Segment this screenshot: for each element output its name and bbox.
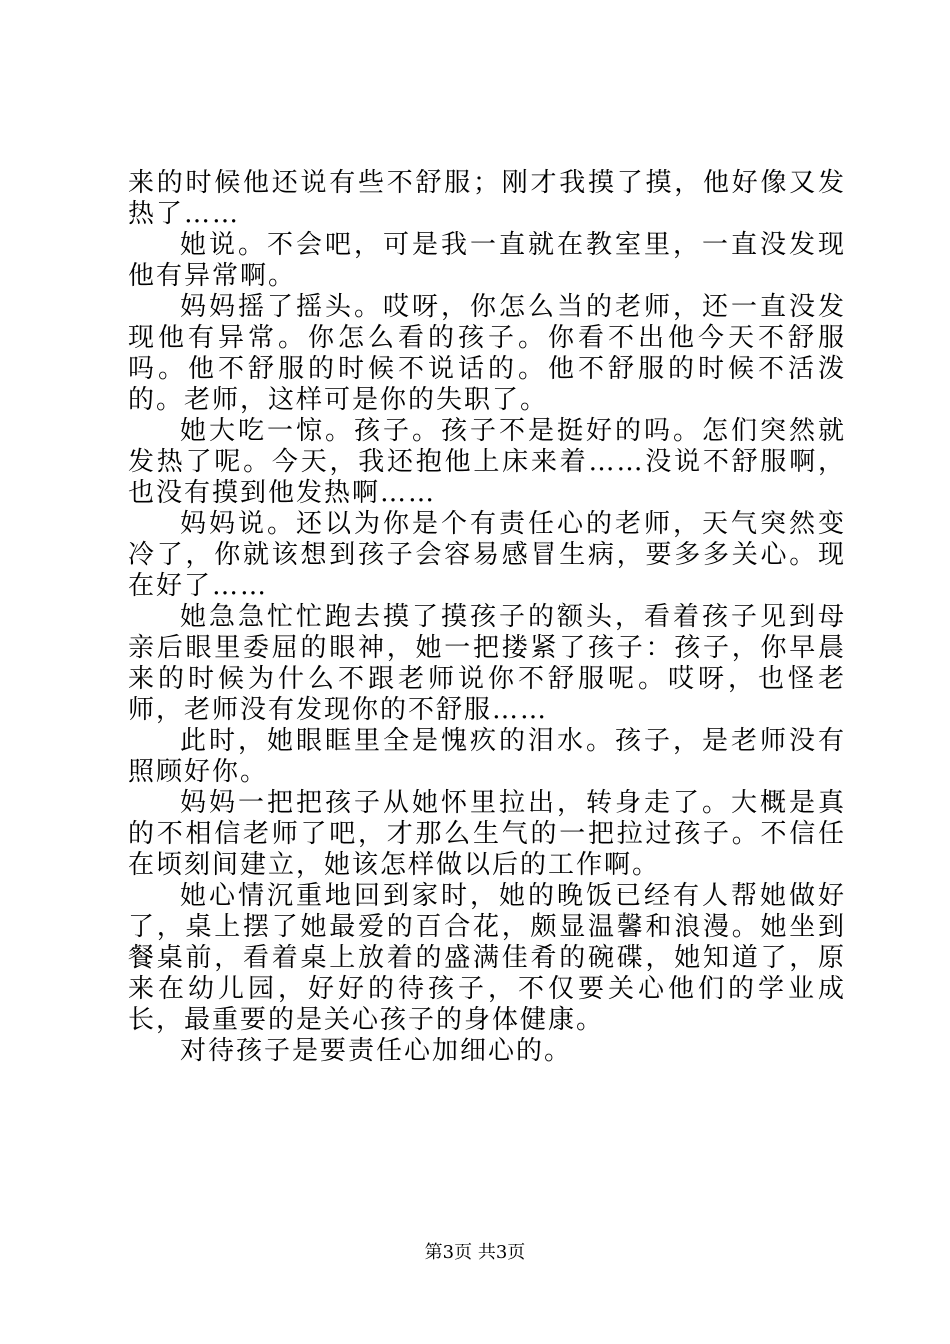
document-body [128, 168, 846, 1067]
paragraph-6: 她急急忙忙跑去摸了摸孩子的额头，看着孩子见到母亲后眼里委屈的眼神，她一把搂紧了孩子：孩子，你早晨来的时候为什么不跟老师说你不舒服呢。哎呀，也怪老师，老师没有发现你的不舒服…… [128, 602, 846, 725]
paragraph-1: 来的时候他还说有些不舒服；刚才我摸了摸，他好像又发热了…… [128, 168, 846, 229]
paragraph-9: 她心情沉重地回到家时，她的晚饭已经有人帮她做好了，桌上摆了她最爱的百合花，颇显温馨和浪漫。她坐到餐桌前，看着桌上放着的盛满佳肴的碗碟，她知道了，原来在幼儿园，好好的待孩子，不仅要关心他们的学业成长，最重要的是关心孩子的身体健康。 [128, 881, 846, 1035]
paragraph-7: 此时，她眼眶里全是愧疚的泪水。孩子，是老师没有照顾好你。 [128, 726, 846, 787]
paragraph-5: 妈妈说。还以为你是个有责任心的老师，天气突然变冷了，你就该想到孩子会容易感冒生病，要多多关心。现在好了…… [128, 509, 846, 601]
paragraph-2: 她说。不会吧，可是我一直就在教室里，一直没发现他有异常啊。 [128, 230, 846, 291]
paragraph-10: 对待孩子是要责任心加细心的。 [180, 1036, 573, 1066]
page-number-footer: 第3页 共3页 [424, 1242, 526, 1263]
paragraph-3: 妈妈摇了摇头。哎呀，你怎么当的老师，还一直没发现他有异常。你怎么看的孩子。你看不出他今天不舒服吗。他不舒服的时候不说话的。他不舒服的时候不活泼的。老师，这样可是你的失职了。 [128, 292, 846, 415]
paragraph-4: 她大吃一惊。孩子。孩子不是挺好的吗。怎们突然就发热了呢。今天，我还抱他上床来着……没说不舒服啊，也没有摸到他发热啊…… [128, 416, 846, 508]
paragraph-8: 妈妈一把把孩子从她怀里拉出，转身走了。大概是真的不相信老师了吧，才那么生气的一把拉过孩子。不信任在顷刻间建立，她该怎样做以后的工作啊。 [128, 788, 846, 880]
